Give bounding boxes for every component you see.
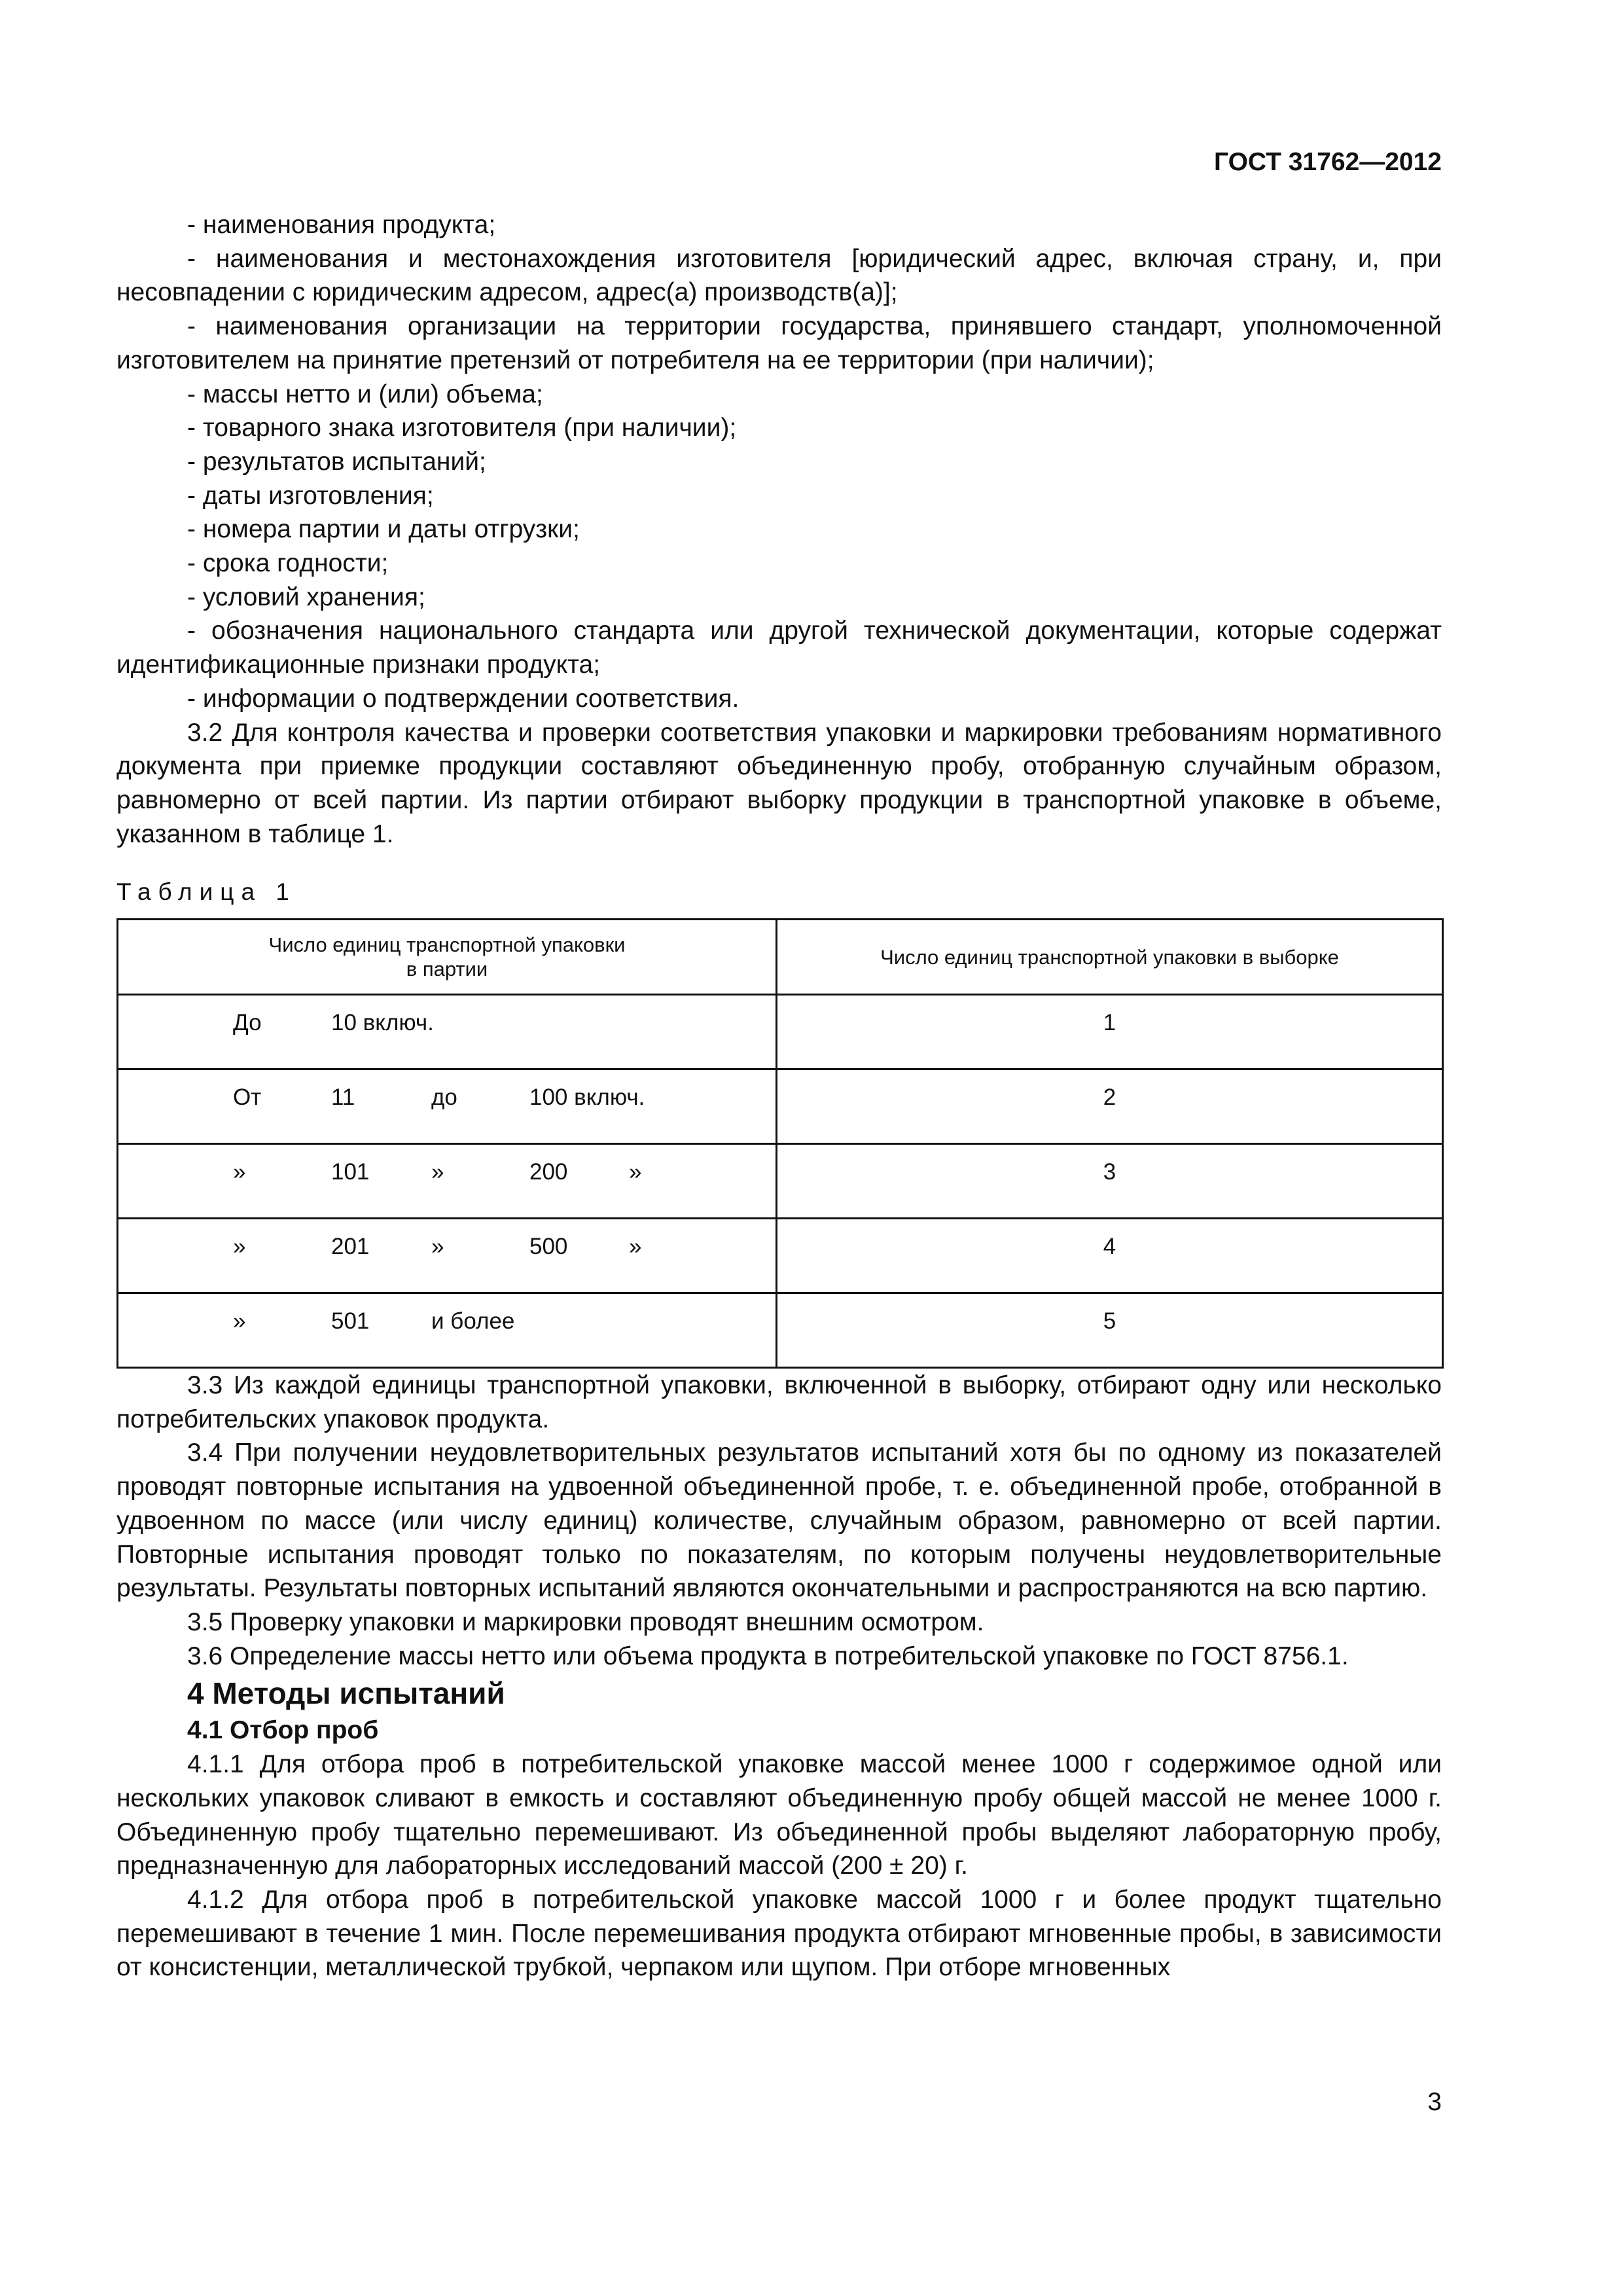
section-heading-4: 4 Методы испытаний bbox=[187, 1676, 505, 1711]
range-from: 10 включ. bbox=[331, 1010, 434, 1036]
list-item: - обозначения национального стандарта или другой технической документации, которые содержат идентификационные признаки продукта; bbox=[116, 617, 1442, 679]
header-lot-units: Число единиц транспортной упаковки в партии bbox=[118, 920, 777, 995]
list-item: - даты изготовления; bbox=[187, 481, 434, 510]
list-item: - условий хранения; bbox=[187, 583, 425, 611]
range-separator: » bbox=[431, 1234, 444, 1260]
body-text bbox=[116, 208, 1442, 1984]
sample-count-cell: 2 bbox=[777, 1069, 1443, 1144]
range-to: 100 включ. bbox=[529, 1085, 645, 1111]
range-to: 200 bbox=[529, 1159, 568, 1185]
list-item: - результатов испытаний; bbox=[187, 447, 486, 476]
range-prefix: До bbox=[233, 1010, 262, 1036]
range-from: 201 bbox=[331, 1234, 370, 1260]
header-sample-units: Число единиц транспортной упаковки в выборке bbox=[777, 920, 1443, 995]
document-number-header: ГОСТ 31762—2012 bbox=[1214, 148, 1442, 176]
paragraph-3-2: 3.2 Для контроля качества и проверки соответствия упаковки и маркировки требованиям нормативного документа при приемке продукции составляют объединенную пробу, отобранную случайным образом, равномерно от всей партии. Из партии отбирают выборку продукции в транспортной упаковке в объеме, указанном в таблице 1. bbox=[116, 718, 1442, 848]
list-item: - информации о подтверждении соответствия. bbox=[187, 684, 740, 713]
sample-count-cell: 4 bbox=[777, 1219, 1443, 1293]
paragraph-4-1-2: 4.1.2 Для отбора проб в потребительской упаковке массой 1000 г и более продукт тщательно перемешивают в течение 1 мин. После перемешивания продукта отбирают мгновенные пробы, в зависимости от консистенции, металлической трубкой, черпаком или щупом. При отборе мгновенных bbox=[116, 1885, 1442, 1982]
list-item: - наименования и местонахождения изготовителя [юридический адрес, включая страну, и, при несовпадении с юридическим адресом, адрес(а) производств(а)]; bbox=[116, 244, 1442, 307]
paragraph-3-6: 3.6 Определение массы нетто или объема продукта в потребительской упаковке по ГОСТ 8756.1. bbox=[187, 1641, 1349, 1670]
table-row bbox=[118, 995, 1443, 1069]
range-separator: до bbox=[431, 1085, 457, 1111]
table-row bbox=[118, 1069, 1443, 1144]
range-prefix: » bbox=[233, 1159, 246, 1185]
sampling-table bbox=[116, 918, 1444, 1369]
lot-range-cell bbox=[118, 1219, 777, 1293]
table-row bbox=[118, 1219, 1443, 1293]
table-header-row bbox=[118, 920, 1443, 995]
page-number: 3 bbox=[1427, 2088, 1442, 2116]
table-row bbox=[118, 1293, 1443, 1368]
paragraph-3-4: 3.4 При получении неудовлетворительных результатов испытаний хотя бы по одному из показателей проводят повторные испытания на удвоенной объединенной пробе, т. е. объединенной пробе, отобранной в удвоенном по массе (или числу единиц) количестве, случайным образом, равномерно от всей партии. Повторные испытания проводят только по показателям, по которым получены неудовлетворительные результаты. Результаты повторных испытаний являются окончательными и распространяются на всю партию. bbox=[116, 1439, 1442, 1603]
lot-range-cell bbox=[118, 1293, 777, 1368]
list-item: - срока годности; bbox=[187, 549, 389, 578]
range-from: 501 bbox=[331, 1308, 370, 1335]
paragraph-3-3: 3.3 Из каждой единицы транспортной упаковки, включенной в выборку, отбирают одну или несколько потребительских упаковок продукта. bbox=[116, 1371, 1442, 1433]
list-item: - наименования продукта; bbox=[187, 211, 496, 239]
range-prefix: От bbox=[233, 1085, 262, 1111]
sample-count-cell: 1 bbox=[777, 995, 1443, 1069]
range-prefix: » bbox=[233, 1234, 246, 1260]
subsection-heading-4-1: 4.1 Отбор проб bbox=[187, 1716, 379, 1745]
lot-range-cell bbox=[118, 1069, 777, 1144]
range-from: 101 bbox=[331, 1159, 370, 1185]
range-separator: » bbox=[431, 1159, 444, 1185]
table-caption: Таблица 1 bbox=[116, 878, 296, 906]
list-item: - товарного знака изготовителя (при наличии); bbox=[187, 414, 737, 442]
lot-range-cell bbox=[118, 995, 777, 1069]
sample-count-cell: 3 bbox=[777, 1144, 1443, 1219]
lot-range-cell bbox=[118, 1144, 777, 1219]
paragraph-4-1-1: 4.1.1 Для отбора проб в потребительской упаковке массой менее 1000 г содержимое одной или нескольких упаковок сливают в емкость и составляют объединенную пробу общей массой не менее 1000 г. Объединенную пробу тщательно перемешивают. Из объединенной пробы выделяют лабораторную пробу, предназначенную для лабораторных исследований массой (200 ± 20) г. bbox=[116, 1750, 1442, 1880]
table-row bbox=[118, 1144, 1443, 1219]
paragraph-3-5: 3.5 Проверку упаковки и маркировки проводят внешним осмотром. bbox=[187, 1607, 984, 1636]
range-from: 11 bbox=[331, 1085, 355, 1111]
list-item: - массы нетто и (или) объема; bbox=[187, 380, 543, 408]
range-separator: и более bbox=[431, 1308, 515, 1335]
range-suffix: » bbox=[629, 1159, 642, 1185]
list-item: - номера партии и даты отгрузки; bbox=[187, 515, 580, 544]
range-suffix: » bbox=[629, 1234, 642, 1260]
range-prefix: » bbox=[233, 1308, 246, 1335]
list-item: - наименования организации на территории государства, принявшего стандарт, уполномоченной изготовителем на принятие претензий от потребителя на ее территории (при наличии); bbox=[116, 312, 1442, 374]
range-to: 500 bbox=[529, 1234, 568, 1260]
sample-count-cell: 5 bbox=[777, 1293, 1443, 1368]
